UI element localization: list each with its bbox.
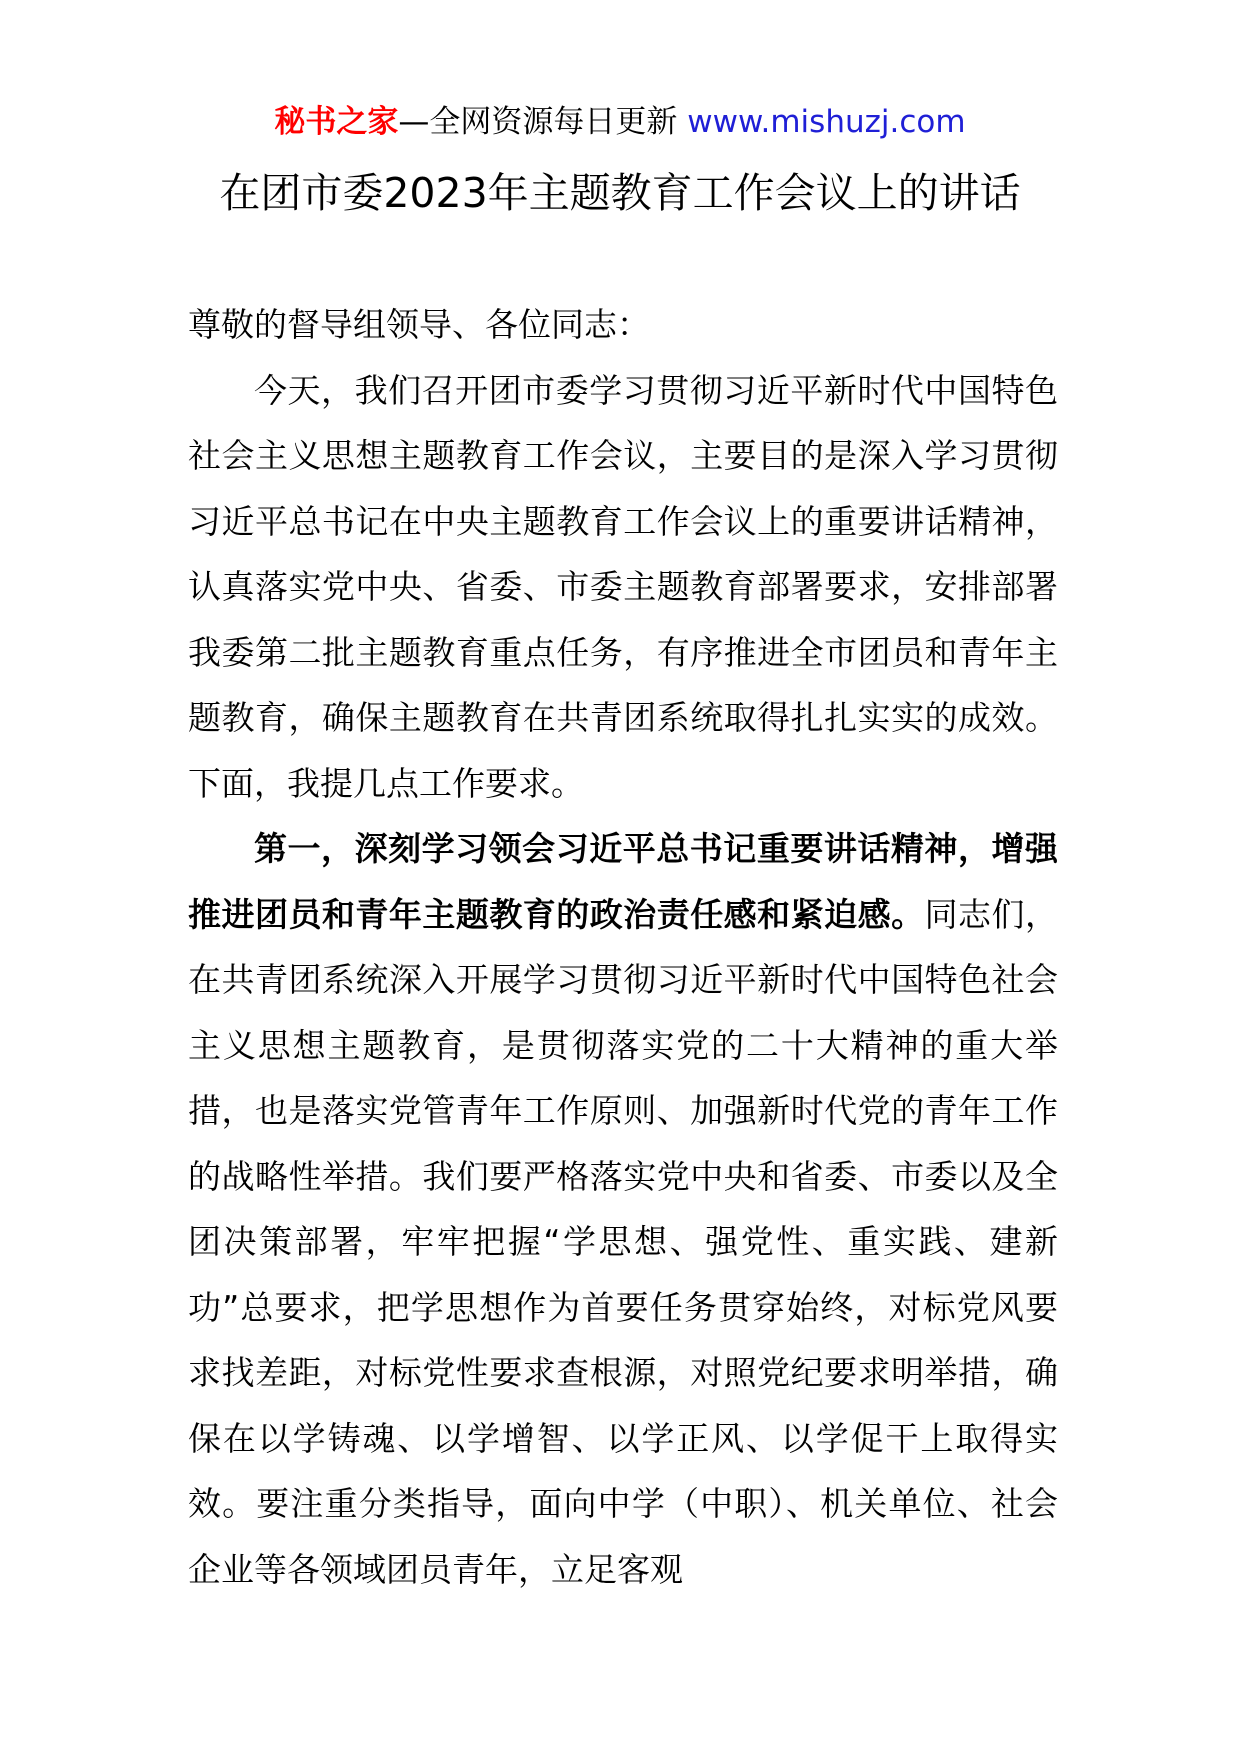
paragraph-text: 同志们，在共青团系统深入开展学习贯彻习近平新时代中国特色社会主义思想主题教育，是贯彻落实党的二十大精神的重大举措，也是落实党管青年工作原则、加强新时代党的青年工作的战略性举措。我们要严格落实党中央和省委、市委以及全团决策部署，牢牢把握“学思想、强党性、重实践、建新功”总要求，把学思想作为首要任务贯穿始终，对标党风要求找差距，对标党性要求查根源，对照党纪要求明举措，确保在以学铸魂、以学增智、以学正风、以学促干上取得实效。要注重分类指导，面向中学（中职）、机关单位、社会企业等各领域团员青年，立足客观 [188,894,1059,1589]
site-url-link[interactable]: www.mishuzj.com [687,104,966,140]
paragraph-lead: 第一，深刻学习领会习近平总书记重要讲话精神，增强推进团员和青年主题教育的政治责任感和紧迫感。 [188,829,1058,934]
document-body [188,292,1058,1602]
document-title: 在团市委2023年主题教育工作会议上的讲话 [219,169,1021,217]
paragraph-1 [188,358,1058,817]
header-tagline: —全网资源每日更新 [398,104,688,140]
brand-name: 秘书之家 [274,104,399,140]
salutation: 尊敬的督导组领导、各位同志： [188,305,650,344]
watermark-header [0,100,1240,144]
paragraph-text: 今天，我们召开团市委学习贯彻习近平新时代中国特色社会主义思想主题教育工作会议，主要目的是深入学习贯彻习近平总书记在中央主题教育工作会议上的重要讲话精神，认真落实党中央、省委、市委主题教育部署要求，安排部署我委第二批主题教育重点任务，有序推进全市团员和青年主题教育，确保主题教育在共青团系统取得扎扎实实的成效。下面，我提几点工作要求。 [188,370,1058,803]
paragraph-2 [188,816,1058,1602]
